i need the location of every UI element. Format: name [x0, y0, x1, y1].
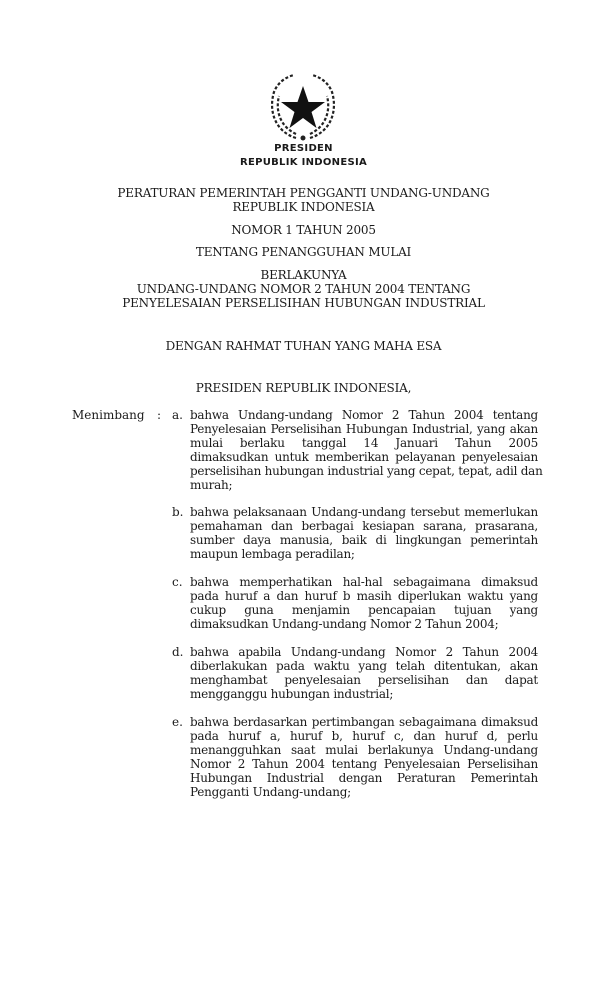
invocation: DENGAN RAHMAT TUHAN YANG MAHA ESA	[165, 339, 442, 353]
item-text-line: pada huruf a, huruf b, huruf c, dan huruf d, perlu	[190, 729, 538, 743]
presidential-seal-emblem	[266, 72, 340, 144]
item-text-line: perselisihan hubungan industrial yang cepat, tepat, adil dan	[190, 464, 543, 478]
item-text-line: menghambat penyelesaian perselisihan dan dapat	[190, 673, 538, 687]
item-text-line: bahwa apabila Undang-undang Nomor 2 Tahun 2004	[190, 645, 538, 659]
item-text-line: diberlakukan pada waktu yang telah ditentukan, akan	[190, 659, 538, 673]
considering-item	[172, 408, 543, 492]
president-heading: PRESIDEN REPUBLIK INDONESIA,	[195, 381, 412, 395]
item-text-line: bahwa berdasarkan pertimbangan sebagaimana dimaksud	[190, 715, 538, 729]
letterhead-republic: REPUBLIK INDONESIA	[239, 157, 368, 168]
item-text-line: menangguhkan saat mulai berlakunya Undang-undang	[190, 743, 538, 757]
considering-item	[172, 505, 538, 561]
considering-item	[172, 575, 538, 631]
subject-line-2: UNDANG-UNDANG NOMOR 2 TAHUN 2004 TENTANG	[136, 282, 471, 296]
item-text-line: pada huruf a dan huruf b masih diperlukan waktu yang	[190, 589, 538, 603]
item-text-line: Hubungan Industrial dengan Peraturan Pemerintah	[190, 771, 538, 785]
regulation-about: TENTANG PENANGGUHAN MULAI	[195, 245, 412, 259]
subject-line-1: BERLAKUNYA	[260, 268, 347, 282]
considering-label: Menimbang	[72, 408, 145, 422]
considering-item	[172, 645, 538, 701]
item-text-line: mengganggu hubungan industrial;	[190, 687, 394, 701]
considering-item	[172, 715, 538, 799]
letterhead-president: PRESIDEN	[274, 143, 333, 154]
considering-colon: :	[157, 408, 162, 422]
title-line-2: REPUBLIK INDONESIA	[232, 200, 375, 214]
item-text-line: Nomor 2 Tahun 2004 tentang Penyelesaian Perselisihan	[190, 757, 538, 771]
regulation-number: NOMOR 1 TAHUN 2005	[231, 223, 376, 237]
item-letter: c.	[172, 575, 183, 589]
subject-line-3: PENYELESAIAN PERSELISIHAN HUBUNGAN INDUSTRIAL	[122, 296, 485, 310]
item-letter: a.	[172, 408, 183, 422]
item-text-line: murah;	[190, 478, 233, 492]
item-letter: b.	[172, 505, 184, 519]
item-text-line: dimaksudkan untuk memberikan pelayanan penyelesaian	[190, 450, 538, 464]
item-text-line: Pengganti Undang-undang;	[190, 785, 351, 799]
item-text-line: dimaksudkan Undang-undang Nomor 2 Tahun 2004;	[190, 617, 499, 631]
item-text-line: bahwa Undang-undang Nomor 2 Tahun 2004 tentang	[190, 408, 538, 422]
item-letter: e.	[172, 715, 183, 729]
item-text-line: bahwa pelaksanaan Undang-undang tersebut memerlukan	[190, 505, 538, 519]
item-text-line: sumber daya manusia, baik di lingkungan pemerintah	[190, 533, 538, 547]
item-text-line: pemahaman dan berbagai kesiapan sarana, prasarana,	[190, 519, 538, 533]
item-text-line: bahwa memperhatikan hal-hal sebagaimana dimaksud	[190, 575, 538, 589]
item-text-line: maupun lembaga peradilan;	[190, 547, 355, 561]
item-text-line: mulai berlaku tanggal 14 Januari Tahun 2005	[190, 436, 538, 450]
item-text-line: cukup guna menjamin pencapaian tujuan yang	[190, 603, 538, 617]
title-line-1: PERATURAN PEMERINTAH PENGGANTI UNDANG-UNDANG	[117, 186, 490, 200]
item-letter: d.	[172, 645, 184, 659]
item-text-line: Penyelesaian Perselisihan Hubungan Industrial, yang akan	[190, 422, 538, 436]
